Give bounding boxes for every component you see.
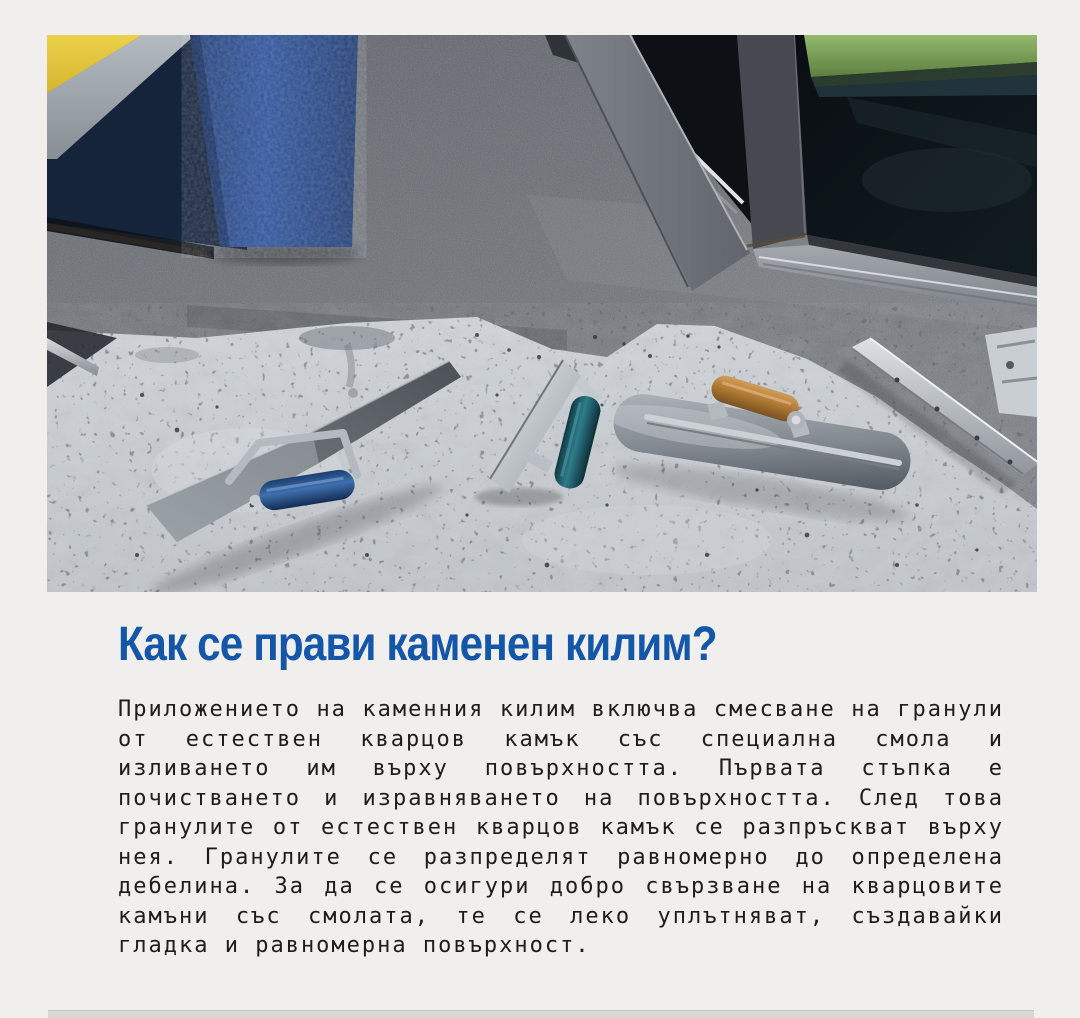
photo-illustration <box>47 35 1037 592</box>
article-photo <box>47 35 1037 592</box>
next-section-divider <box>48 1010 1034 1018</box>
article-paragraph: Приложението на каменния килим включва смесване на гранули от естествен кварцов камък със специална смола и изливането им върху повърхността. Първата стъпка е почистването и изравняването на повърхността. След това гранулите от естествен кварцов камък се разпръскват върху нея. Гранулите се разпределят равномерно до определена дебелина. За да се осигури добро свързване на кварцовите камъни със смолата, те се леко уплътняват, създавайки гладка и равномерна повърхност. <box>118 697 1004 958</box>
article-content <box>118 616 1004 961</box>
article-heading: Как се прави каменен килим? <box>118 618 717 671</box>
